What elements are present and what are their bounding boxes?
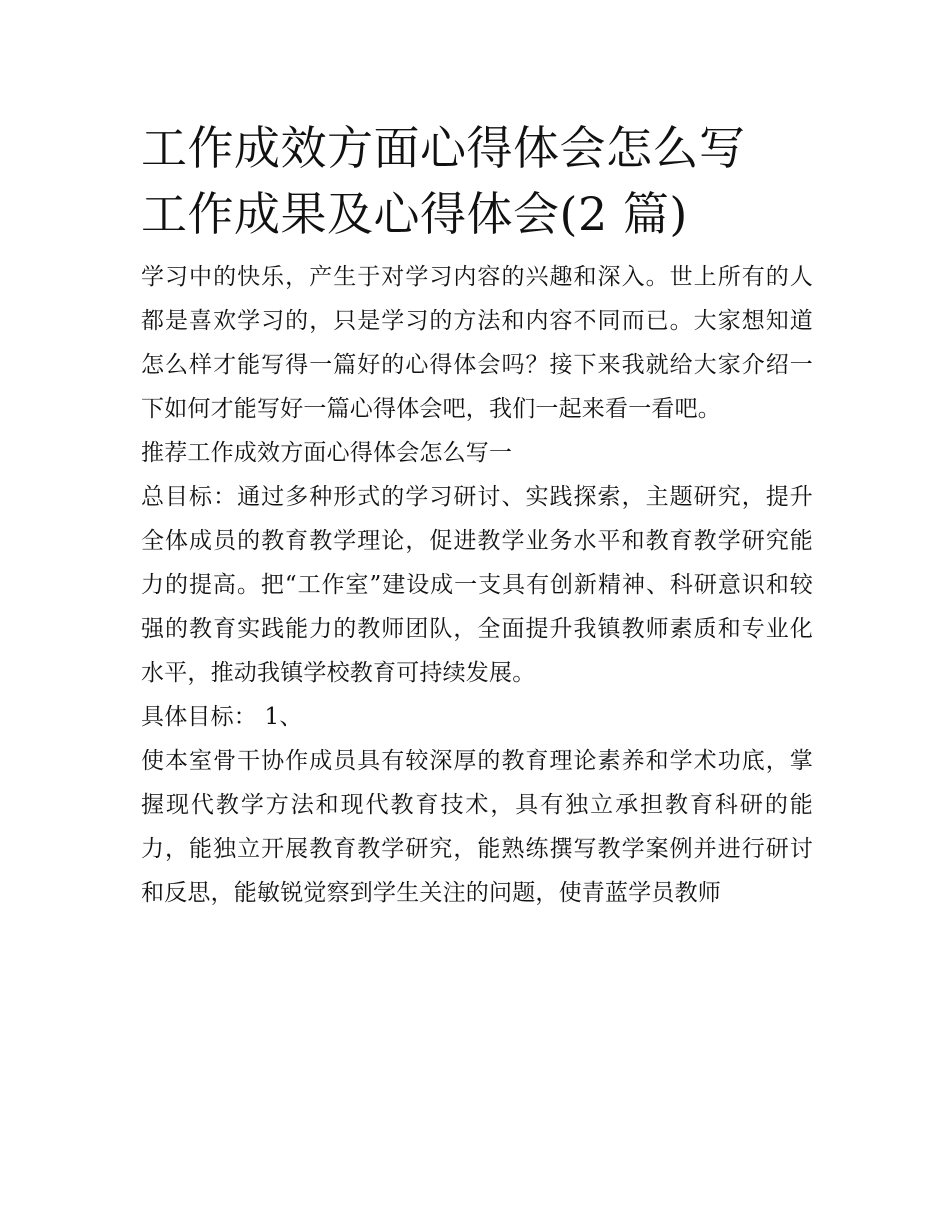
page-title — [141, 115, 813, 247]
title-line-2: 工作成果及心得体会(2 篇) — [141, 187, 688, 241]
section-heading: 推荐工作成效方面心得体会怎么写一 — [141, 440, 513, 466]
specific-goal-heading: 具体目标： 1、 — [141, 704, 303, 730]
specific-goal-paragraph: 使本室骨干协作成员具有较深厚的教育理论素养和学术功底，掌握现代教学方法和现代教育技术，具有独立承担教育科研的能力，能独立开展教育教学研究，能熟练撰写教学案例并进行研讨和反思，能敏锐觉察到学生关注的问题，使青蓝学员教师 — [141, 748, 813, 906]
overall-goal-paragraph: 总目标：通过多种形式的学习研讨、实践探索，主题研究，提升全体成员的教育教学理论，促进教学业务水平和教育教学研究能力的提高。把“工作室”建设成一支具有创新精神、科研意识和较强的教育实践能力的教师团队，全面提升我镇教师素质和专业化水平，推动我镇学校教育可持续发展。 — [141, 484, 813, 686]
document-content — [141, 115, 813, 915]
title-line-1: 工作成效方面心得体会怎么写 — [141, 121, 746, 175]
intro-paragraph: 学习中的快乐，产生于对学习内容的兴趣和深入。世上所有的人都是喜欢学习的，只是学习的方法和内容不同而已。大家想知道怎么样才能写得一篇好的心得体会吗？接下来我就给大家介绍一下如何才能写好一篇心得体会吧，我们一起来看一看吧。 — [141, 264, 813, 422]
